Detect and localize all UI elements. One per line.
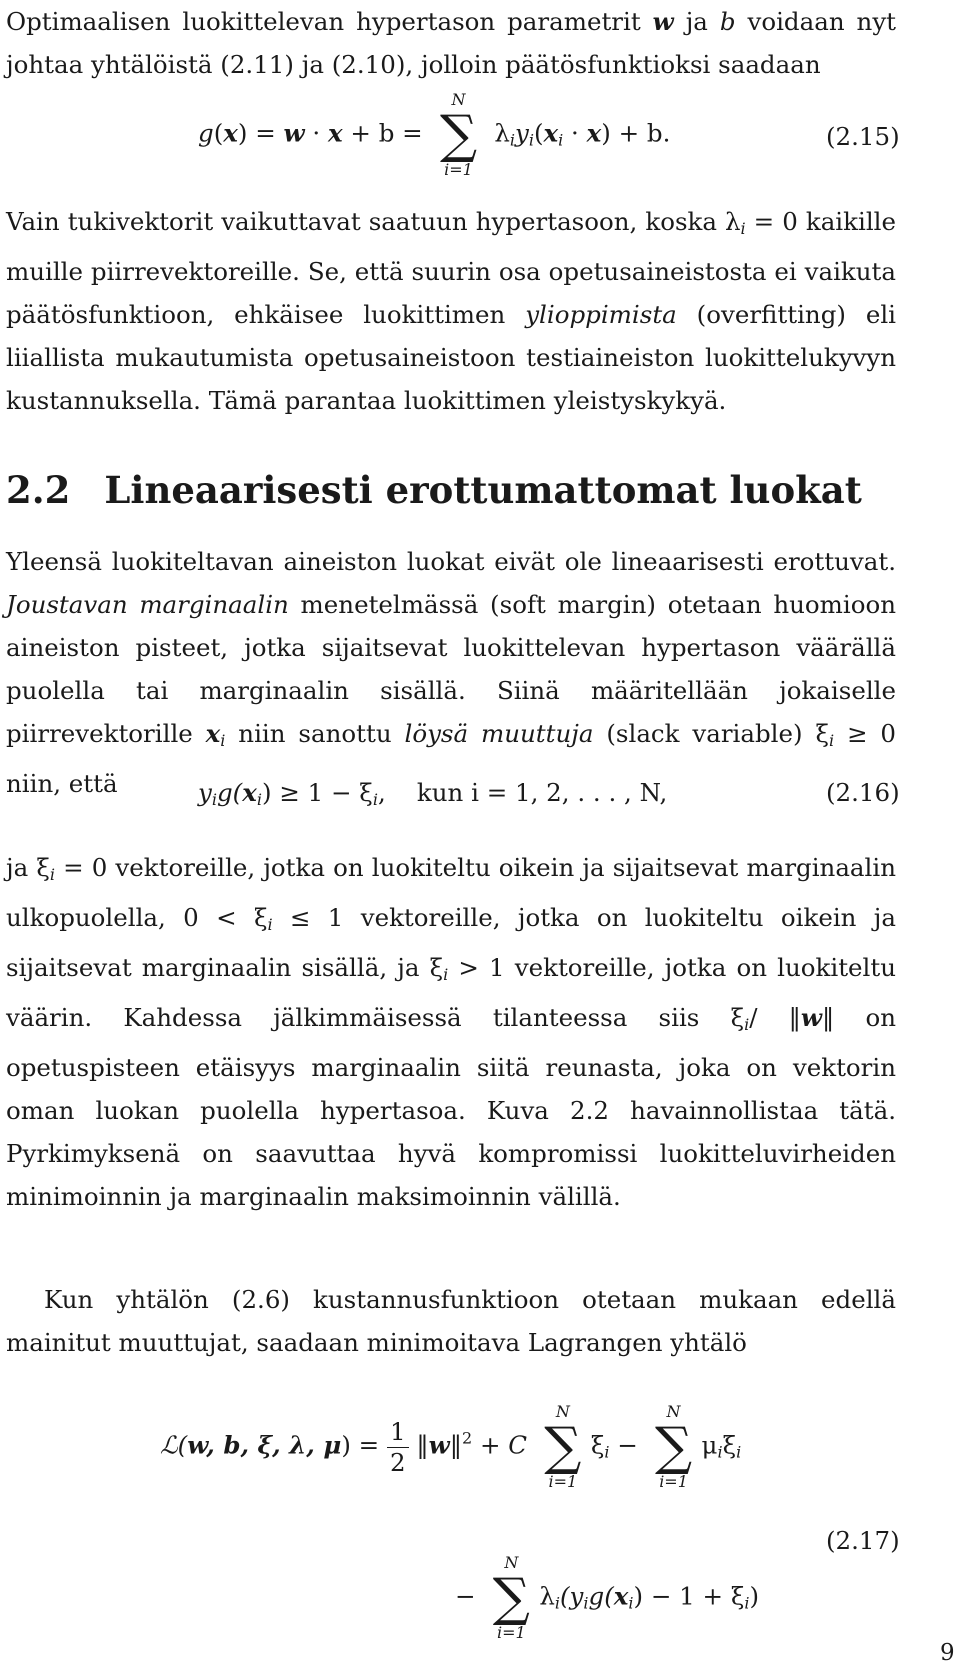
math-w: w (283, 118, 305, 148)
math-mu: μ (701, 1430, 718, 1460)
math-y: y (198, 778, 212, 807)
math-lagrangian: ℒ( (160, 1430, 188, 1460)
subscript: i (628, 1593, 634, 1613)
equation-2-16 (198, 778, 667, 809)
math-x: x (586, 118, 602, 148)
sigma-glyph: ∑ (492, 1568, 530, 1628)
summation-symbol (646, 1404, 702, 1490)
equation-2-15 (198, 92, 670, 178)
math-args: w, b, ξ, λ, μ (187, 1430, 342, 1460)
superscript: 2 (461, 1428, 473, 1448)
subscript: i (509, 130, 515, 150)
subscript: i (583, 1593, 589, 1613)
equation-number-2-15: (2.15) (826, 122, 900, 151)
section-heading (6, 468, 862, 512)
emphasis: löysä muuttuja (404, 719, 594, 748)
text: Yleensä luokiteltavan aineiston luokat eivät ole lineaarisesti erottuvat. (6, 547, 896, 576)
subscript: i (220, 731, 226, 750)
text: ≥ 0 niin, että (6, 719, 896, 798)
math-g: g( (216, 778, 243, 807)
emphasis: ylioppimista (525, 300, 677, 329)
math-paren: ( (213, 118, 224, 148)
text: Vain tukivektorit vaikuttavat saatuun hypertasoon, koska λ (6, 207, 741, 236)
sigma-glyph: ∑ (439, 105, 478, 165)
subscript: i (558, 130, 564, 150)
text: ≤ 1 vektoreille, jotka on luokiteltu oikein ja sijaitsevat marginaalin sisällä, ja ξ (6, 903, 896, 982)
equation-number-2-16: (2.16) (826, 778, 900, 807)
section-number: 2.2 (6, 468, 71, 512)
paragraph-soft-margin (6, 540, 896, 805)
subscript: i (744, 1015, 750, 1034)
subscript: i (744, 1593, 750, 1613)
text: menetelmässä (soft margin) otetaan huomioon aineiston pisteet, jotka sijaitsevat luokittelevan hypertason väärällä puolella tai marginaalin sisällä. Siinä määritellään jokaiselle piirrevektorille (6, 590, 897, 748)
summation-symbol (431, 92, 487, 178)
subscript: i (267, 915, 273, 934)
math-tail: , kun i = 1, 2, . . . , N, (377, 778, 668, 807)
math-x: x (328, 118, 343, 148)
math-op: · (304, 118, 328, 148)
subscript: i (604, 1442, 610, 1462)
text: = 0 vektoreille, jotka on luokiteltu oikein ja sijaitsevat marginaalin ulkopuolella, 0 < ξ (6, 853, 896, 932)
math-xi: ξ (722, 1430, 737, 1460)
sum-lower-limit: i=1 (496, 1623, 526, 1642)
text: Optimaalisen luokittelevan hypertason parametrit (6, 7, 653, 36)
math-op: ) = (237, 118, 284, 148)
math-op: · (563, 118, 587, 148)
summation-symbol (483, 1555, 539, 1641)
math-op: − (455, 1581, 484, 1611)
subscript: i (372, 790, 378, 809)
sum-upper-limit: N (504, 1553, 519, 1572)
math-op: ) − 1 + ξ (633, 1581, 745, 1611)
subscript: i (740, 219, 746, 238)
math-norm: ‖ (449, 1430, 462, 1460)
text: (slack variable) ξ (593, 719, 829, 748)
math-w: w (800, 1003, 823, 1032)
math-x: x (242, 778, 257, 807)
subscript: i (528, 130, 534, 150)
sum-lower-limit: i=1 (548, 1472, 578, 1491)
math-x: x (543, 118, 559, 148)
equation-number-2-17: (2.17) (826, 1526, 900, 1555)
math-lambda: λ (494, 118, 510, 148)
math-norm: ‖ (408, 1430, 429, 1460)
subscript: i (49, 865, 55, 884)
sum-upper-limit: N (451, 90, 466, 109)
text: ja ξ (6, 853, 50, 882)
text: ja (673, 7, 720, 36)
math-y: (y (559, 1581, 584, 1611)
math-x: x (205, 719, 221, 748)
math-lambda: λ (539, 1581, 555, 1611)
math-x: x (613, 1581, 629, 1611)
denominator: 2 (389, 1447, 406, 1477)
subscript: i (211, 790, 217, 809)
sum-lower-limit: i=1 (659, 1472, 688, 1491)
paragraph-slack-explanation (6, 846, 896, 1218)
math-paren: ( (533, 118, 544, 148)
emphasis: Joustavan marginaalin (6, 590, 289, 619)
equation-2-17-line-1 (160, 1404, 741, 1490)
math-tail: ) + b. (601, 118, 671, 148)
summation-symbol (535, 1404, 591, 1490)
math-op: − (609, 1430, 646, 1460)
text: voidaan nyt johtaa yhtälöistä (2.11) ja (2.10), jolloin päätösfunktioksi saadaan (6, 7, 897, 79)
sigma-glyph: ∑ (544, 1417, 582, 1477)
text: / ‖ (749, 1003, 801, 1032)
subscript: i (736, 1442, 742, 1462)
math-xi: ξ (590, 1430, 605, 1460)
math-op: + C (472, 1430, 528, 1460)
math-g: g (198, 118, 214, 148)
subscript: i (717, 1442, 723, 1462)
math-y: y (514, 118, 529, 148)
section-title: Lineaarisesti erottumattomat luokat (104, 468, 862, 512)
sum-upper-limit: N (555, 1402, 570, 1421)
numerator: 1 (387, 1417, 409, 1448)
math-w: w (428, 1430, 450, 1460)
subscript: i (256, 790, 262, 809)
text: = 0 kaikille muille piirrevektoreille. Se, että suurin osa opetusaineistosta ei vaikuta päätösfunktioon, ehkäisee luokittimen (6, 207, 896, 329)
subscript: i (554, 1593, 560, 1613)
math-op: ) = (341, 1430, 387, 1460)
page-number: 9 (940, 1640, 955, 1666)
subscript: i (443, 965, 449, 984)
text: > 1 vektoreille, jotka on luokiteltu väärin. Kahdessa jälkimmäisessä tilanteessa siis ξ (6, 953, 896, 1032)
sum-upper-limit: N (666, 1402, 681, 1421)
paragraph-intro (6, 0, 896, 86)
math-b: b (719, 7, 736, 36)
paragraph-support-vectors (6, 200, 896, 422)
subscript: i (828, 731, 835, 750)
math-w: w (652, 7, 674, 36)
sum-lower-limit: i=1 (444, 160, 473, 179)
math-paren: ) (749, 1581, 760, 1611)
math-g: g( (588, 1581, 614, 1611)
text: niin sanottu (225, 719, 405, 748)
sigma-glyph: ∑ (654, 1417, 693, 1477)
math-op: + b = (342, 118, 431, 148)
math-x: x (223, 118, 238, 148)
equation-2-17-line-2 (455, 1555, 759, 1641)
math-op: ) ≥ 1 − ξ (261, 778, 373, 807)
text: ‖ on opetuspisteen etäisyys marginaalin siitä reunasta, joka on vektorin oman luokan puolella hypertasoa. Kuva 2.2 havainnollistaa tätä. Pyrkimyksenä on saavuttaa hyvä kompromissi luokitteluvirheiden minimoinnin ja marginaalin maksimoinnin välillä. (6, 1003, 896, 1211)
fraction-half (387, 1417, 409, 1478)
paragraph-lagrange-intro: Kun yhtälön (2.6) kustannusfunktioon otetaan mukaan edellä mainitut muuttujat, saadaan minimoitava Lagrangen yhtälö (6, 1285, 896, 1357)
text: (overfitting) eli liiallista mukautumista opetusaineistoon testiaineiston luokittelukyvyn kustannuksella. Tämä parantaa luokittimen yleistyskykyä. (6, 300, 897, 415)
